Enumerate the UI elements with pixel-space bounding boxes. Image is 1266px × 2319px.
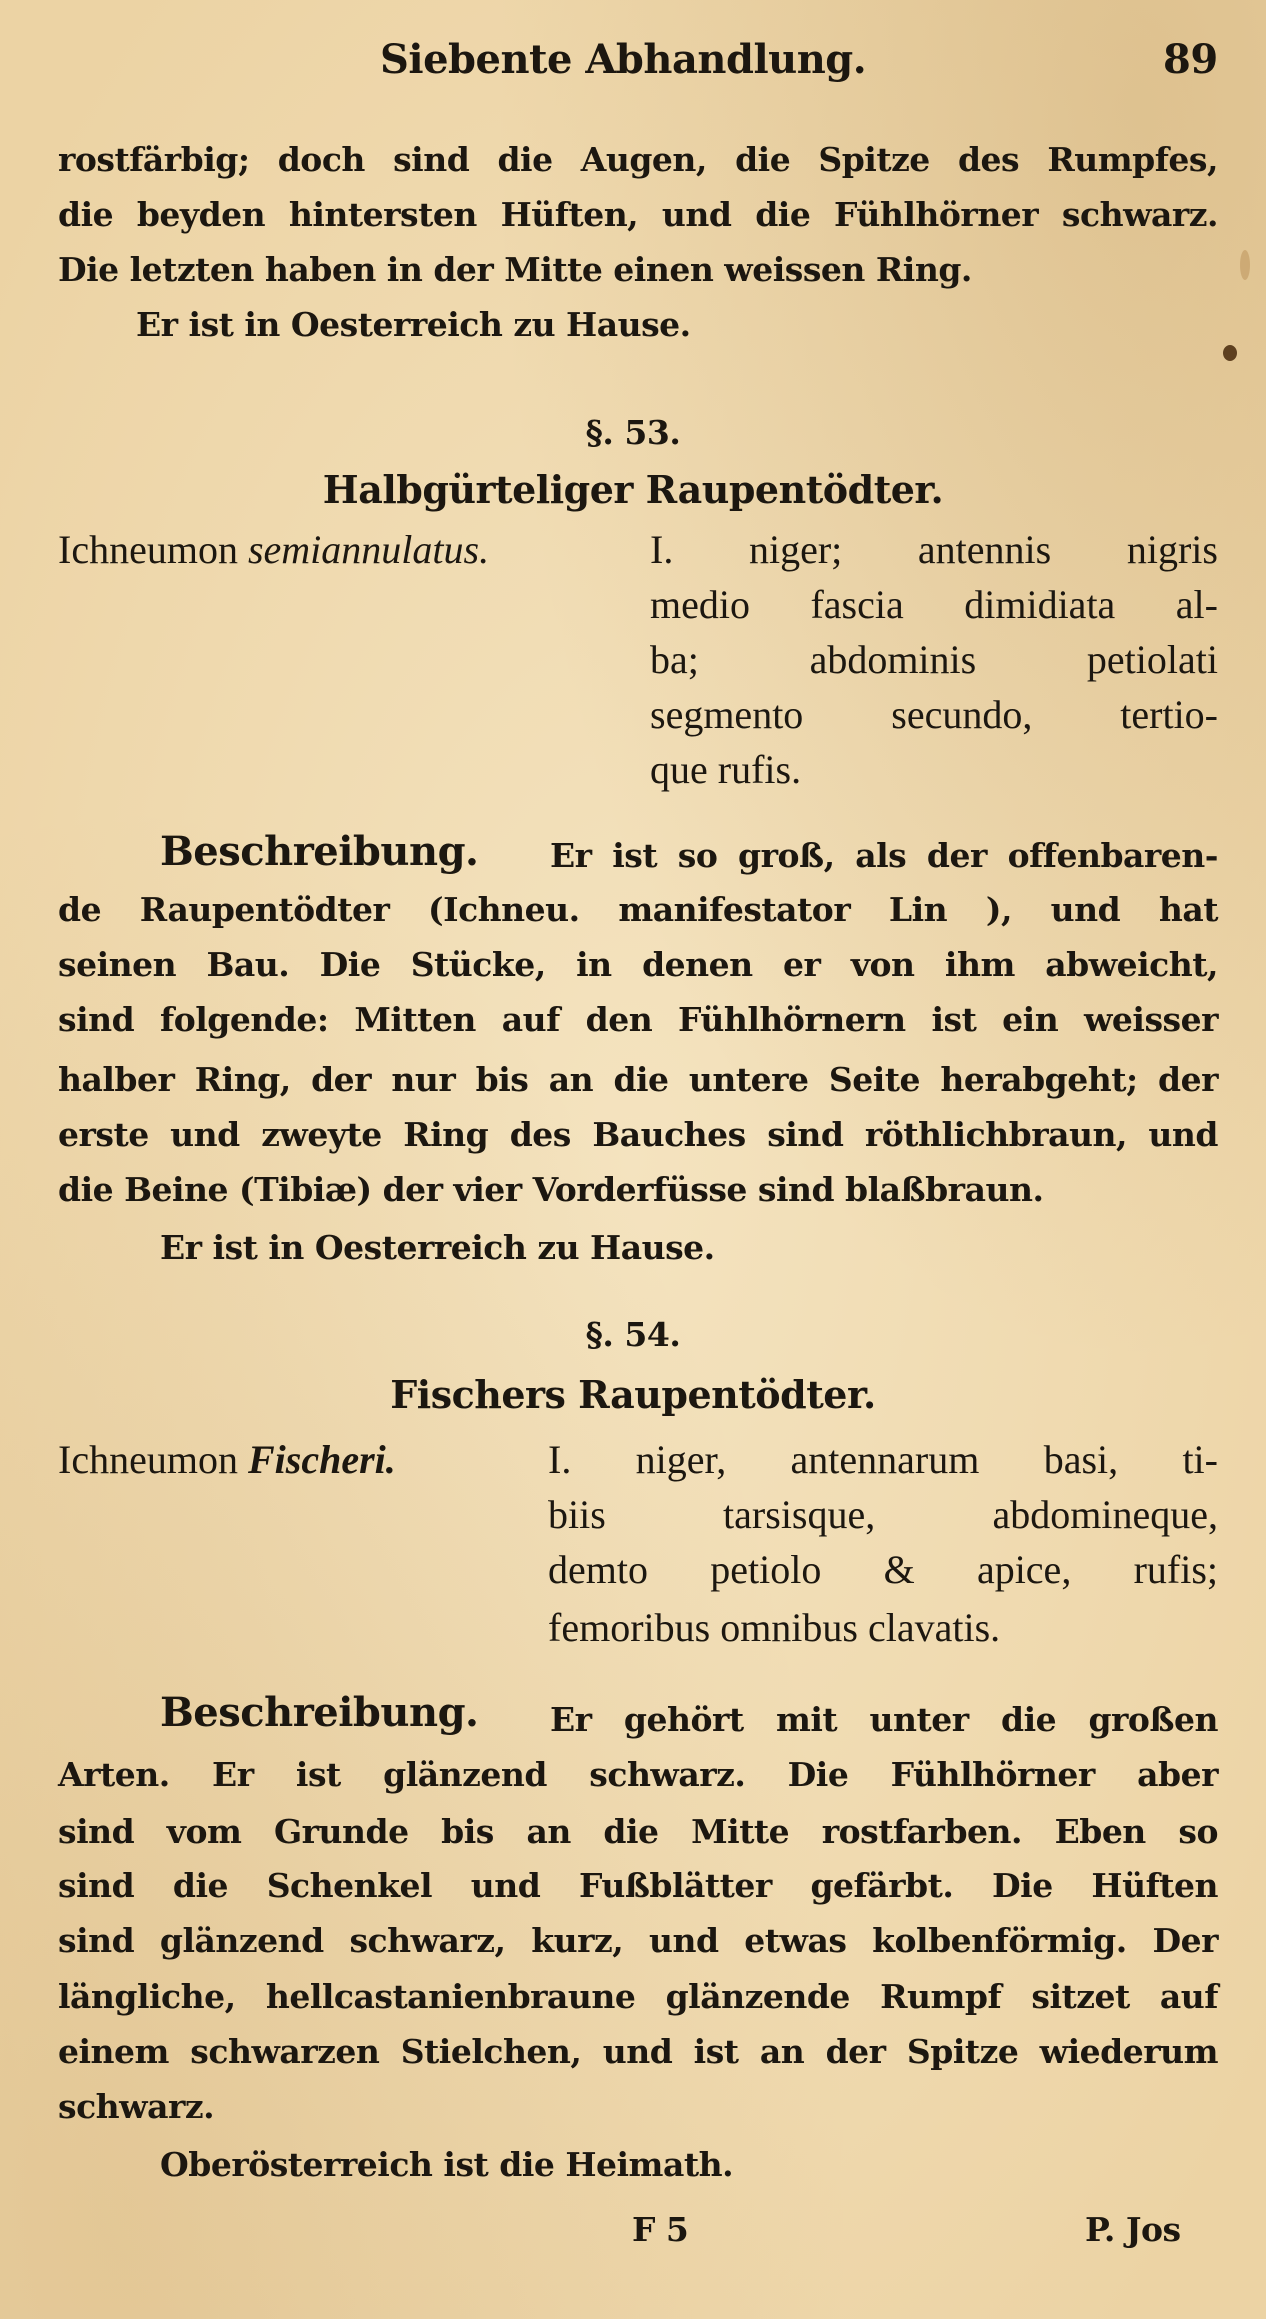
species-name bbox=[58, 1437, 396, 1482]
diagnosis-line: I. niger, antennarum basi, ti- bbox=[548, 1437, 1218, 1482]
text-line: erste und zweyte Ring des Bauches sind röthlichbraun, und bbox=[58, 1115, 1218, 1154]
running-head: Siebente Abhandlung. bbox=[380, 36, 867, 83]
text-line: sind vom Grunde bis an die Mitte rostfarben. Eben so bbox=[58, 1812, 1218, 1851]
diagnosis-line: I. niger; antennis nigris bbox=[650, 527, 1218, 572]
genus: Ichneumon bbox=[58, 527, 238, 572]
text-line: Er gehört mit unter die großen bbox=[550, 1700, 1218, 1739]
text-line: Arten. Er ist glänzend schwarz. Die Fühlhörner aber bbox=[58, 1755, 1218, 1794]
description-label: Beschreibung. bbox=[160, 1689, 479, 1736]
text-line: sind die Schenkel und Fußblätter gefärbt. Die Hüften bbox=[58, 1866, 1218, 1905]
epithet: Fischeri. bbox=[247, 1437, 396, 1482]
catchword: P. Jos bbox=[1085, 2210, 1181, 2249]
text-line: die Beine (Tibiæ) der vier Vorderfüsse sind blaßbraun. bbox=[58, 1170, 1044, 1209]
diagnosis-line: segmento secundo, tertio- bbox=[650, 692, 1218, 737]
species-name bbox=[58, 527, 490, 572]
section-title: Halbgürteliger Raupentödter. bbox=[322, 467, 944, 512]
text-line: rostfärbig; doch sind die Augen, die Spitze des Rumpfes, bbox=[58, 140, 1218, 179]
diagnosis-line: femoribus omnibus clavatis. bbox=[548, 1605, 1001, 1650]
section-number: §. 54. bbox=[585, 1315, 681, 1354]
habitat-line: Er ist in Oesterreich zu Hause. bbox=[160, 1228, 715, 1267]
diagnosis-line: biis tarsisque, abdomineque, bbox=[548, 1492, 1218, 1537]
text-line: längliche, hellcastanienbraune glänzende Rumpf sitzet auf bbox=[58, 1977, 1218, 2016]
text-line: die beyden hintersten Hüften, und die Fühlhörner schwarz. bbox=[58, 195, 1218, 234]
diagnosis-line: ba; abdominis petiolati bbox=[650, 637, 1218, 682]
ink-stain bbox=[1223, 345, 1237, 361]
text-line: seinen Bau. Die Stücke, in denen er von ihm abweicht, bbox=[58, 945, 1218, 984]
diagnosis-line: demto petiolo & apice, rufis; bbox=[548, 1547, 1218, 1592]
text-line: sind folgende: Mitten auf den Fühlhörnern ist ein weisser bbox=[58, 1000, 1218, 1039]
section-title: Fischers Raupentödter. bbox=[390, 1372, 876, 1417]
text-line: Die letzten haben in der Mitte einen weissen Ring. bbox=[58, 250, 972, 289]
text-line: Er ist so groß, als der offenbaren- bbox=[550, 836, 1218, 875]
text-line: halber Ring, der nur bis an die untere Seite herabgeht; der bbox=[58, 1060, 1218, 1099]
habitat-line: Oberösterreich ist die Heimath. bbox=[160, 2145, 734, 2184]
page-number: 89 bbox=[1163, 36, 1218, 83]
genus: Ichneumon bbox=[58, 1437, 238, 1482]
text-line: sind glänzend schwarz, kurz, und etwas kolbenförmig. Der bbox=[58, 1921, 1218, 1960]
section-number: §. 53. bbox=[585, 413, 681, 452]
text-line: schwarz. bbox=[58, 2087, 215, 2126]
description-label: Beschreibung. bbox=[160, 828, 479, 875]
signature-mark: F 5 bbox=[632, 2210, 689, 2249]
habitat-line: Er ist in Oesterreich zu Hause. bbox=[136, 305, 691, 344]
epithet: semiannulatus. bbox=[247, 527, 490, 572]
foxing-spot bbox=[1240, 250, 1250, 280]
diagnosis-line: medio fascia dimidiata al- bbox=[650, 582, 1218, 627]
diagnosis-line: que rufis. bbox=[650, 747, 802, 792]
text-line: einem schwarzen Stielchen, und ist an der Spitze wiederum bbox=[58, 2032, 1218, 2071]
text-line: de Raupentödter (Ichneu. manifestator Lin ), und hat bbox=[58, 890, 1218, 929]
